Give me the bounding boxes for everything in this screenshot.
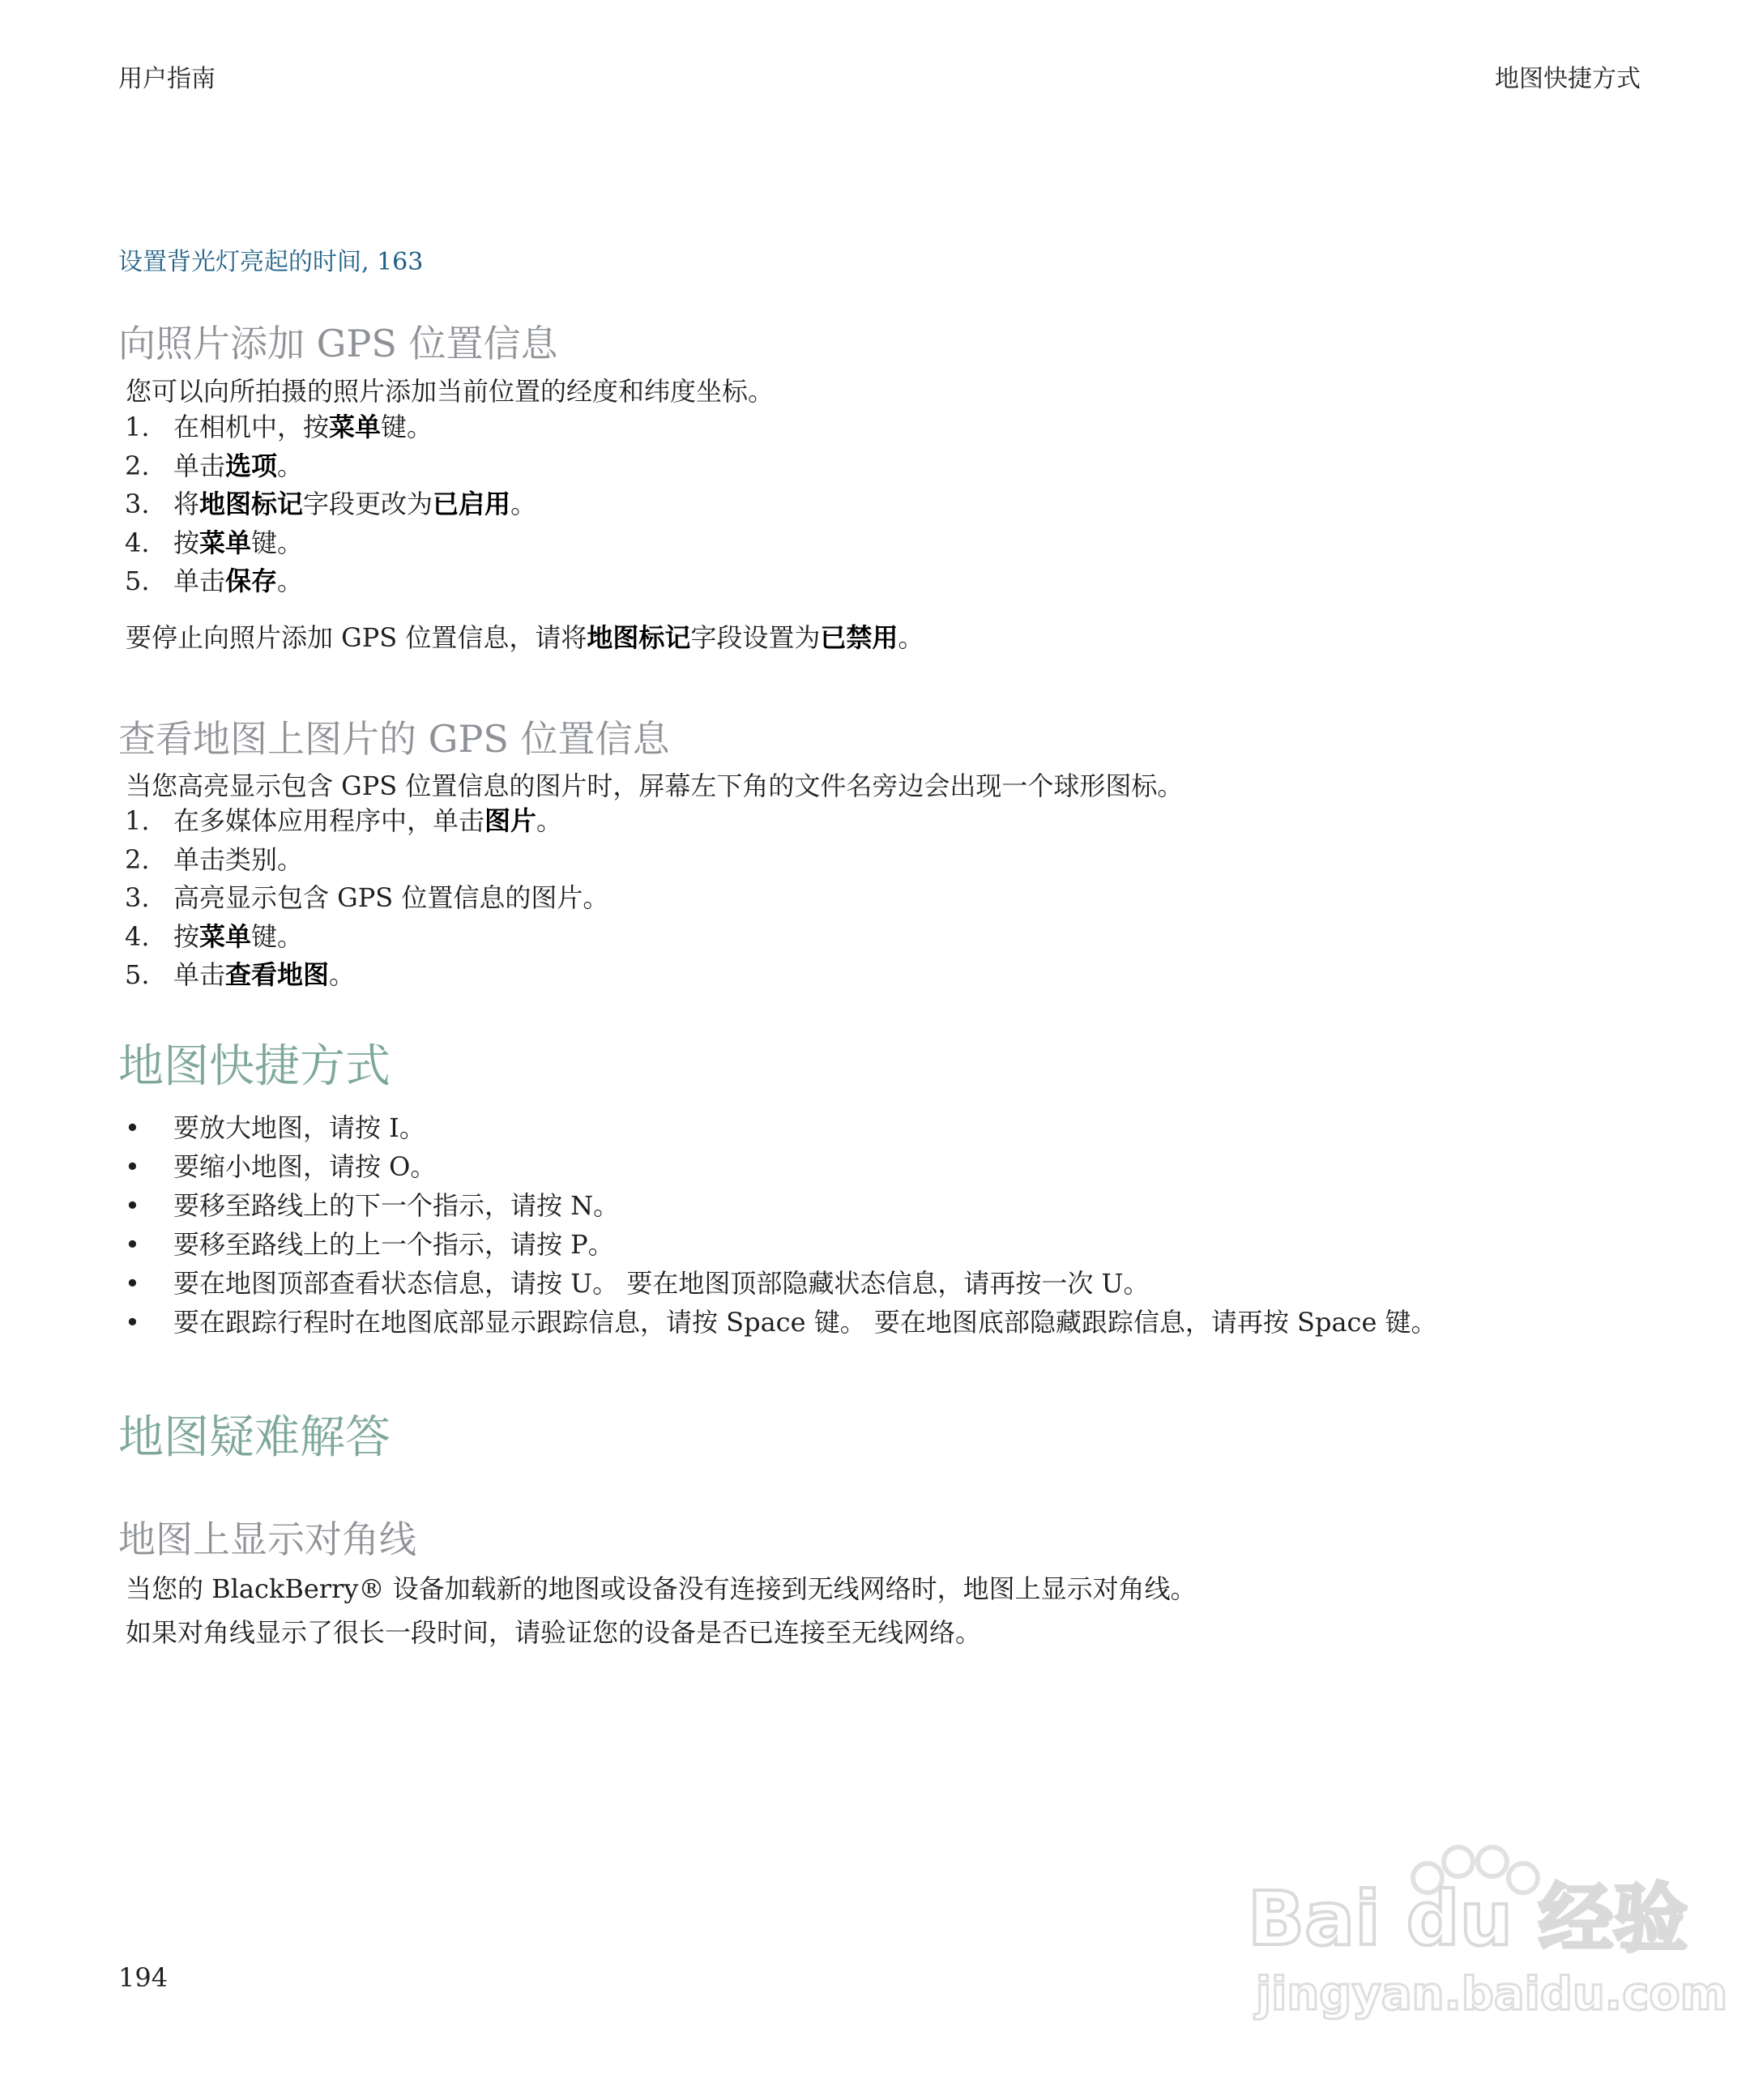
list-item: • 要缩小地图，请按 O。	[125, 1151, 437, 1182]
steps-list-view-gps	[118, 802, 608, 995]
list-item: 1. 在相机中，按菜单键。	[125, 412, 433, 442]
shortcut-list	[118, 1108, 1437, 1342]
section-note: 要停止向照片添加 GPS 位置信息，请将地图标记字段设置为已禁用。	[126, 622, 924, 653]
list-item: • 要放大地图，请按 I。	[125, 1112, 425, 1143]
steps-list-add-gps	[118, 408, 536, 601]
section-paragraph: 当您的 BlackBerry® 设备加载新的地图或设备没有连接到无线网络时，地图上显示对角线。	[126, 1573, 1197, 1604]
list-item: • 要移至路线上的上一个指示，请按 P。	[125, 1229, 614, 1260]
list-item: 2. 单击类别。	[125, 843, 304, 875]
list-item: 3. 将地图标记字段更改为已启用。	[125, 489, 537, 519]
section-title-diagonal-lines: 地图上显示对角线	[118, 1517, 416, 1561]
watermark-url: jingyan.baidu.com	[1256, 1968, 1728, 2021]
running-header-right: 地图快捷方式	[1495, 65, 1641, 93]
cross-reference-link[interactable]: 设置背光灯亮起的时间, 163	[118, 248, 424, 276]
list-item: • 要移至路线上的下一个指示，请按 N。	[125, 1190, 620, 1221]
list-item: 4. 按菜单键。	[125, 920, 304, 952]
running-header-left: 用户指南	[118, 65, 216, 93]
list-item: 5. 单击保存。	[125, 566, 304, 596]
list-item: 1. 在多媒体应用程序中，单击图片。	[125, 805, 563, 836]
section-intro: 您可以向所拍摄的照片添加当前位置的经度和纬度坐标。	[126, 376, 775, 407]
section-title-map-shortcuts: 地图快捷方式	[118, 1040, 391, 1093]
list-item: • 要在跟踪行程时在地图底部显示跟踪信息，请按 Space 键。 要在地图底部隐藏跟踪信息，请再按 Space 键。	[125, 1307, 1437, 1338]
section-intro: 当您高亮显示包含 GPS 位置信息的图片时，屏幕左下角的文件名旁边会出现一个球形图标。	[126, 770, 1184, 801]
list-item: 3. 高亮显示包含 GPS 位置信息的图片。	[125, 882, 609, 913]
list-item: • 要在地图顶部查看状态信息，请按 U。 要在地图顶部隐藏状态信息，请再按一次 U。	[125, 1268, 1150, 1299]
section-title-map-troubleshooting: 地图疑难解答	[118, 1411, 391, 1464]
baidu-jingyan-watermark	[1240, 1839, 1728, 2034]
list-item: 4. 按菜单键。	[125, 527, 304, 558]
watermark-brand: Bai du 经验	[1248, 1876, 1688, 1962]
list-item: 5. 单击查看地图。	[125, 959, 356, 990]
page-number: 194	[118, 1962, 169, 1993]
section-title-view-gps: 查看地图上图片的 GPS 位置信息	[118, 717, 670, 761]
list-item: 2. 单击选项。	[125, 450, 304, 481]
section-title-add-gps: 向照片添加 GPS 位置信息	[118, 322, 558, 365]
section-paragraph: 如果对角线显示了很长一段时间，请验证您的设备是否已连接至无线网络。	[126, 1617, 982, 1648]
